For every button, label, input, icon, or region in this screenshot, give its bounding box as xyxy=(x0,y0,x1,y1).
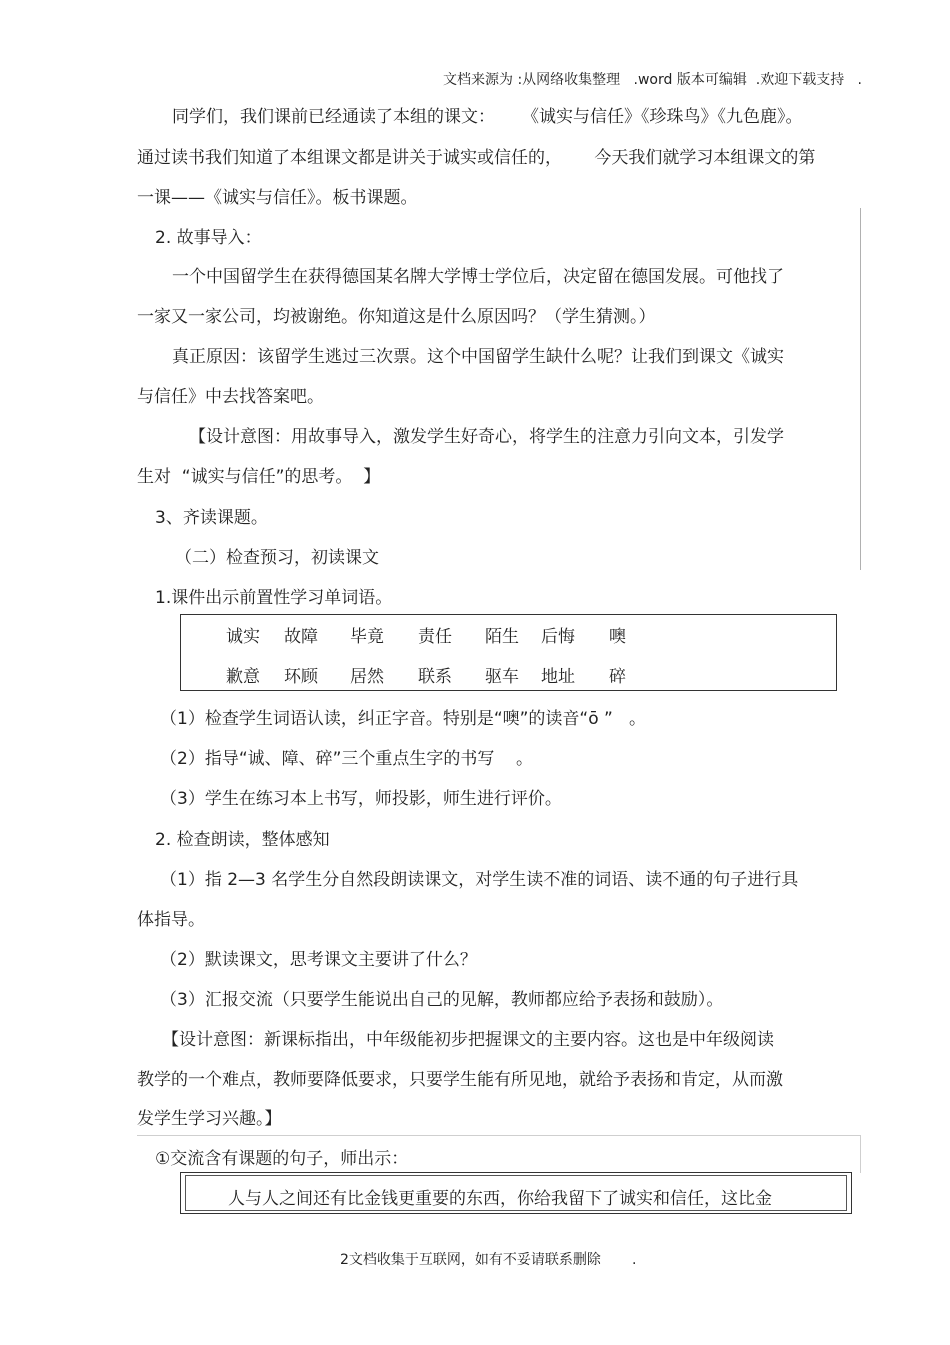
vocab-word: 驱车 xyxy=(485,667,519,687)
paragraph-line: 一个中国留学生在获得德国某名牌大学博士学位后，决定留在德国发展。可他找了 xyxy=(172,267,784,287)
paragraph-line: 通过读书我们知道了本组课文都是讲关于诚实或信任的， 今天我们就学习本组课文的第 xyxy=(137,148,816,168)
quote-box xyxy=(180,1172,852,1214)
rule-line xyxy=(137,1135,861,1136)
vocab-word: 地址 xyxy=(541,667,575,687)
vocab-word: 碎 xyxy=(609,667,626,687)
vocab-word: 联系 xyxy=(418,667,452,687)
paragraph-line: 同学们，我们课前已经通读了本组的课文： 《诚实与信任》《珍珠鸟》《九色鹿》。 xyxy=(172,107,803,127)
document-footer-note: 2文档收集于互联网，如有不妥请联系删除 . xyxy=(340,1252,637,1268)
paragraph-line: 一家又一家公司，均被谢绝。你知道这是什么原因吗？（学生猜测。） xyxy=(137,307,656,327)
margin-rule xyxy=(860,208,861,570)
vocab-word: 噢 xyxy=(609,627,626,647)
section-heading: 2. 检查朗读，整体感知 xyxy=(155,830,330,850)
paragraph-line: 体指导。 xyxy=(137,910,205,930)
paragraph-line: （2）指导“诚、障、碎”三个重点生字的书写 。 xyxy=(160,749,534,769)
paragraph-line: （1）检查学生词语认读，纠正字音。特别是“噢”的读音“ō ” 。 xyxy=(160,709,647,729)
paragraph-line: 与信任》中去找答案吧。 xyxy=(137,387,324,407)
vocab-word-table xyxy=(180,614,837,691)
paragraph-line: （1）指 2—3 名学生分自然段朗读课文，对学生读不准的词语、读不通的句子进行具 xyxy=(160,870,799,890)
vocab-word: 后悔 xyxy=(541,627,575,647)
vocab-word: 环顾 xyxy=(284,667,318,687)
design-intent-note: 教学的一个难点，教师要降低要求，只要学生能有所见地，就给予表扬和肯定，从而激 xyxy=(137,1070,783,1090)
section-heading: （二）检查预习，初读课文 xyxy=(175,548,379,568)
design-intent-note: 生对 “诚实与信任”的思考。 】 xyxy=(137,467,381,487)
vocab-word: 歉意 xyxy=(226,667,260,687)
design-intent-note: 发学生学习兴趣。】 xyxy=(137,1109,282,1129)
paragraph-line: ①交流含有课题的句子，师出示： xyxy=(155,1149,409,1169)
vocab-word: 责任 xyxy=(418,627,452,647)
document-header-note: 文档来源为 :从网络收集整理 .word 版本可编辑 .欢迎下载支持 . xyxy=(443,72,862,88)
vocab-word: 毕竟 xyxy=(350,627,384,647)
paragraph-line: （3）汇报交流（只要学生能说出自己的见解，教师都应给予表扬和鼓励）。 xyxy=(160,990,724,1010)
design-intent-note: 【设计意图：用故事导入，激发学生好奇心，将学生的注意力引向文本，引发学 xyxy=(189,427,784,447)
design-intent-note: 【设计意图：新课标指出，中年级能初步把握课文的主要内容。这也是中年级阅读 xyxy=(162,1030,774,1050)
paragraph-line: （2）默读课文，思考课文主要讲了什么？ xyxy=(160,950,477,970)
vocab-word: 诚实 xyxy=(226,627,260,647)
section-heading: 3、齐读课题。 xyxy=(155,508,268,528)
quote-text: 人与人之间还有比金钱更重要的东西，你给我留下了诚实和信任，这比金 xyxy=(228,1189,772,1209)
section-heading: 2. 故事导入： xyxy=(155,228,262,248)
vocab-word: 居然 xyxy=(350,667,384,687)
vocab-word: 陌生 xyxy=(485,627,519,647)
section-heading: 1.课件出示前置性学习单词语。 xyxy=(155,588,393,608)
paragraph-line: 一课——《诚实与信任》。板书课题。 xyxy=(137,188,418,208)
paragraph-line: 真正原因：该留学生逃过三次票。这个中国留学生缺什么呢？让我们到课文《诚实 xyxy=(172,347,784,367)
paragraph-line: （3）学生在练习本上书写，师投影，师生进行评价。 xyxy=(160,789,562,809)
vocab-word: 故障 xyxy=(284,627,318,647)
rule-line xyxy=(860,1135,861,1173)
